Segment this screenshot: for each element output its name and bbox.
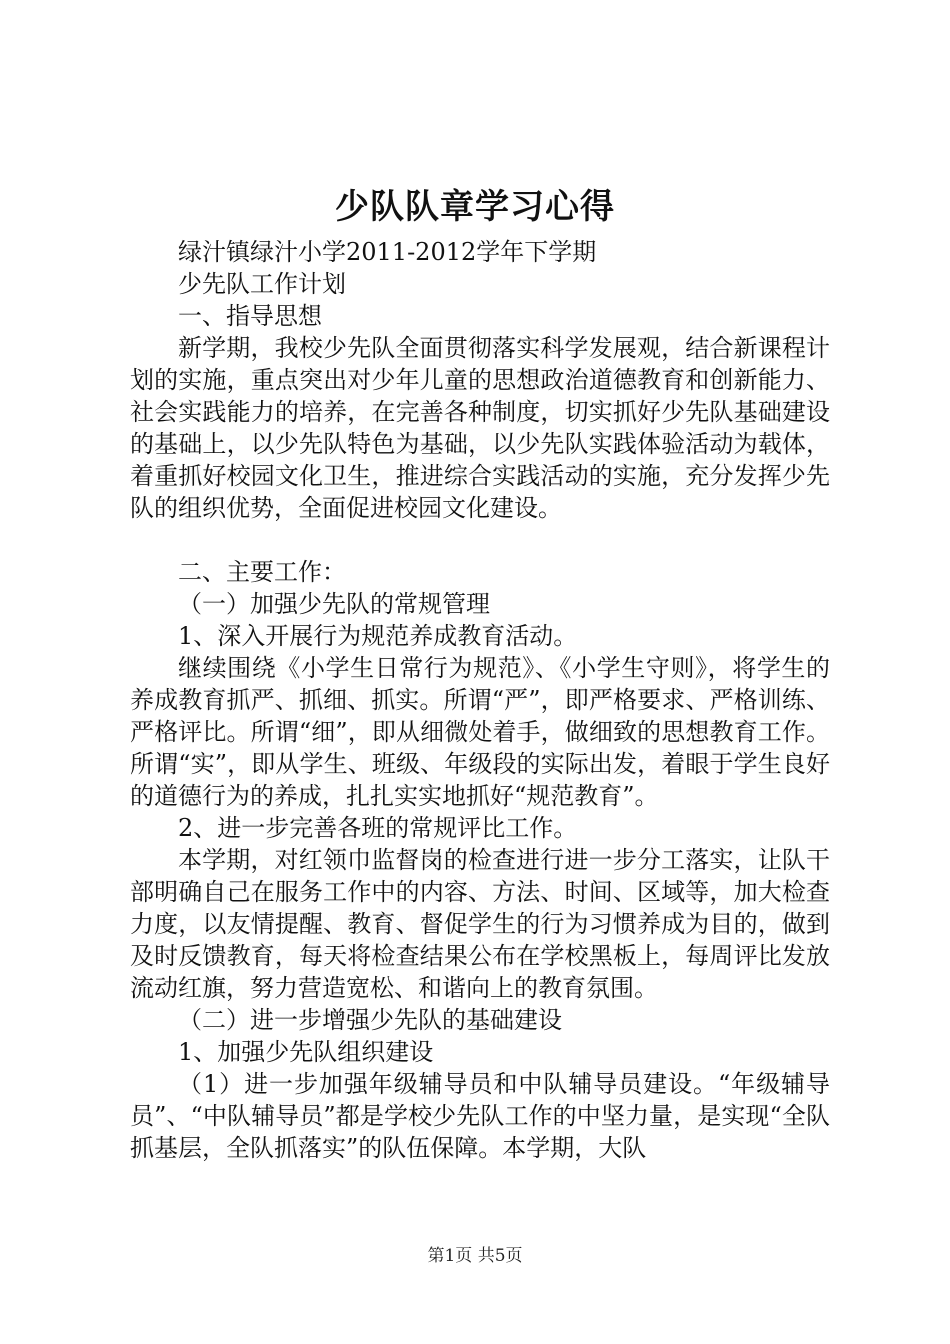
paragraph-class-evaluation: 本学期，对红领巾监督岗的检查进行进一步分工落实，让队干部明确自己在服务工作中的内容、方法、时间、区域等，加大检查力度，以友情提醒、教育、督促学生的行为习惯养成为目的，做到及时反馈教育，每天将检查结果公布在学校黑板上，每周评比发放流动红旗，努力营造宽松、和谐向上的教育氛围。 [130, 846, 830, 1002]
heading-routine-management: （一）加强少先队的常规管理 [178, 590, 490, 618]
document-body [130, 236, 830, 1164]
heading-class-evaluation: 2、进一步完善各班的常规评比工作。 [178, 814, 578, 842]
paragraph-school-term: 绿汁镇绿汁小学2011-2012学年下学期 [178, 238, 597, 266]
heading-organization-building: 1、加强少先队组织建设 [178, 1038, 434, 1066]
paragraph-guiding-thought: 新学期，我校少先队全面贯彻落实科学发展观，结合新课程计划的实施，重点突出对少年儿童的思想政治道德教育和创新能力、社会实践能力的培养，在完善各种制度，切实抓好少先队基础建设的基础上，以少先队特色为基础，以少先队实践体验活动为载体，着重抓好校园文化卫生，推进综合实践活动的实施，充分发挥少先队的组织优势，全面促进校园文化建设。 [130, 334, 830, 522]
paragraph-behavior-education: 继续围绕《小学生日常行为规范》、《小学生守则》，将学生的养成教育抓严、抓细、抓实。所谓“严”，即严格要求、严格训练、严格评比。所谓“细”，即从细微处着手，做细致的思想教育工作。所谓“实”，即从学生、班级、年级段的实际出发，着眼于学生良好的道德行为的养成，扎扎实实地抓好“规范教育”。 [130, 654, 830, 810]
heading-main-work: 二、主要工作： [178, 558, 346, 586]
document-title: 少队队章学习心得 [335, 187, 615, 227]
heading-guiding-thought: 一、指导思想 [178, 302, 322, 330]
paragraph-counselor-building: （1）进一步加强年级辅导员和中队辅导员建设。“年级辅导员”、“中队辅导员”都是学校少先队工作的中坚力量，是实现“全队抓基层，全队抓落实”的队伍保障。本学期，大队 [130, 1070, 830, 1162]
page-footer: 第1页 共5页 [427, 1246, 523, 1266]
heading-basic-construction: （二）进一步增强少先队的基础建设 [178, 1006, 562, 1034]
paragraph-plan-title: 少先队工作计划 [178, 270, 346, 298]
heading-behavior-education: 1、深入开展行为规范养成教育活动。 [178, 622, 578, 650]
